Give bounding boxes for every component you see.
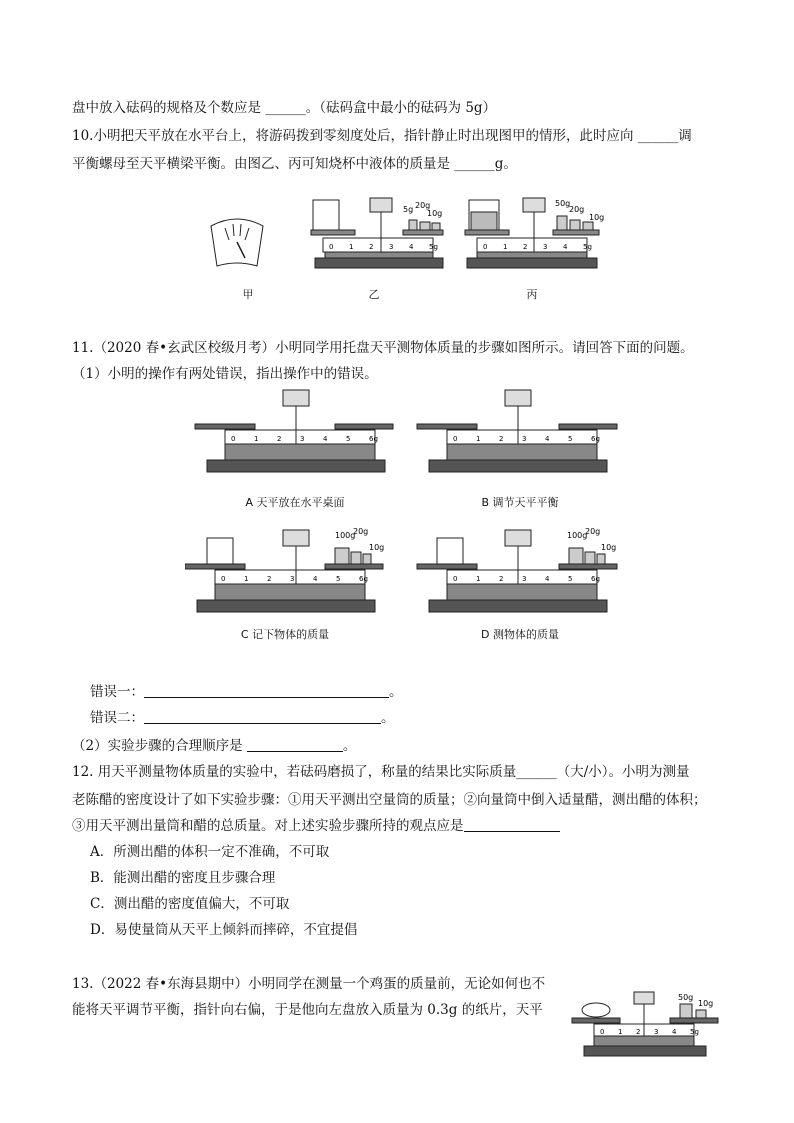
thirteen-tick-4: 4 bbox=[672, 1028, 677, 1036]
question-13-line-1: 13.（2022 春•东海县期中）小明同学在测量一个鸡蛋的质量前，无论如何也不 bbox=[72, 976, 546, 992]
c-tick-2: 2 bbox=[267, 575, 272, 583]
d-weight-10g: 10g bbox=[601, 543, 617, 552]
a-tick-0: 0 bbox=[231, 435, 236, 443]
a-tick-4: 4 bbox=[323, 435, 328, 443]
yi-tick-0: 0 bbox=[329, 243, 334, 251]
c-tick-6: 6g bbox=[359, 575, 368, 583]
c-weight-100g: 100g bbox=[335, 531, 356, 540]
question-12-blank[interactable] bbox=[464, 817, 560, 832]
d-tick-2: 2 bbox=[499, 575, 504, 583]
thirteen-weight-10g: 10g bbox=[698, 999, 714, 1008]
figure-13-drawing bbox=[570, 990, 720, 1070]
balance-13 bbox=[572, 992, 718, 1056]
question-13-line-2: 能将天平调节平衡，指针向右偏，于是他向左盘放入质量为 0.3g 的纸片，天平 bbox=[72, 1002, 543, 1018]
caption-b: B 调节天平平衡 bbox=[481, 496, 559, 509]
yi-weight-20g: 20g bbox=[415, 201, 431, 210]
c-tick-3: 3 bbox=[290, 575, 295, 583]
figure-13 bbox=[570, 990, 720, 1070]
a-tick-2: 2 bbox=[277, 435, 282, 443]
b-tick-2: 2 bbox=[499, 435, 504, 443]
b-tick-3: 3 bbox=[522, 435, 527, 443]
a-tick-1: 1 bbox=[254, 435, 259, 443]
bing-tick-5: 5g bbox=[583, 243, 592, 251]
yi-tick-3: 3 bbox=[389, 243, 394, 251]
option-c[interactable]: C．测出醋的密度值偏大，不可取 bbox=[90, 896, 290, 912]
error-two-row bbox=[90, 708, 395, 728]
figure-10-drawing bbox=[205, 190, 625, 300]
bing-tick-4: 4 bbox=[563, 243, 568, 251]
error-one-period: 。 bbox=[389, 684, 403, 700]
question-10-line-2: 平衡螺母至天平横梁平衡。由图乙、丙可知烧杯中液体的质量是 ______g。 bbox=[72, 156, 517, 172]
question-12-line-3-text: ③用天平测出量筒和醋的总质量。对上述实验步骤所持的观点应是 bbox=[72, 818, 464, 834]
order-label: （2）实验步骤的合理顺序是 bbox=[72, 738, 243, 754]
c-tick-1: 1 bbox=[244, 575, 249, 583]
question-11-part-2 bbox=[72, 736, 356, 756]
question-11-line-2: （1）小明的操作有两处错误，指出操作中的错误。 bbox=[72, 366, 378, 382]
error-two-blank[interactable] bbox=[144, 709, 381, 724]
figure-10 bbox=[205, 190, 625, 300]
bing-weight-50g: 50g bbox=[555, 199, 571, 208]
b-tick-0: 0 bbox=[453, 435, 458, 443]
b-tick-1: 1 bbox=[476, 435, 481, 443]
thirteen-tick-5: 5g bbox=[690, 1028, 699, 1036]
d-tick-0: 0 bbox=[453, 575, 458, 583]
bing-tick-0: 0 bbox=[483, 243, 488, 251]
bing-tick-2: 2 bbox=[523, 243, 528, 251]
thirteen-tick-0: 0 bbox=[600, 1028, 605, 1036]
yi-tick-1: 1 bbox=[349, 243, 354, 251]
bing-tick-1: 1 bbox=[503, 243, 508, 251]
c-tick-5: 5 bbox=[336, 575, 341, 583]
yi-weight-5g: 5g bbox=[403, 205, 414, 214]
thirteen-tick-3: 3 bbox=[654, 1028, 659, 1036]
caption-a: A 天平放在水平桌面 bbox=[245, 496, 345, 509]
figure-11 bbox=[185, 388, 625, 648]
a-tick-3: 3 bbox=[300, 435, 305, 443]
thirteen-tick-1: 1 bbox=[618, 1028, 623, 1036]
balance-a bbox=[195, 390, 393, 472]
bing-tick-3: 3 bbox=[543, 243, 548, 251]
option-d[interactable]: D．易使量筒从天平上倾斜而摔碎，不宜提倡 bbox=[90, 922, 358, 938]
caption-c: C 记下物体的质量 bbox=[240, 628, 330, 641]
d-weight-100g: 100g bbox=[567, 531, 588, 540]
a-tick-5: 5 bbox=[346, 435, 351, 443]
order-blank[interactable] bbox=[247, 737, 343, 752]
b-tick-4: 4 bbox=[545, 435, 550, 443]
yi-tick-2: 2 bbox=[369, 243, 374, 251]
d-weight-20g: 20g bbox=[585, 527, 601, 536]
error-two-label: 错误二： bbox=[90, 710, 144, 726]
error-one-blank[interactable] bbox=[144, 683, 389, 698]
bing-weight-20g: 20g bbox=[569, 205, 585, 214]
question-11-line-1: 11.（2020 春•玄武区校级月考）小明同学用托盘天平测物体质量的步骤如图所示。请回答下面的问题。 bbox=[72, 340, 694, 356]
balance-c bbox=[185, 530, 383, 612]
b-tick-6: 6g bbox=[591, 435, 600, 443]
option-b[interactable]: B．能测出醋的密度且步骤合理 bbox=[90, 870, 276, 886]
c-tick-4: 4 bbox=[313, 575, 318, 583]
caption-d: D 测物体的质量 bbox=[481, 628, 559, 641]
balance-b bbox=[417, 390, 617, 472]
text-line-0: 盘中放入砝码的规格及个数应是 ______。（砝码盒中最小的砝码为 5g） bbox=[72, 100, 497, 116]
error-two-period: 。 bbox=[381, 710, 395, 726]
yi-tick-4: 4 bbox=[409, 243, 414, 251]
balance-d bbox=[417, 530, 617, 612]
caption-bing: 丙 bbox=[526, 288, 538, 301]
error-one-label: 错误一： bbox=[90, 684, 144, 700]
error-one-row bbox=[90, 682, 403, 702]
c-weight-20g: 20g bbox=[353, 527, 369, 536]
d-tick-4: 4 bbox=[545, 575, 550, 583]
d-tick-3: 3 bbox=[522, 575, 527, 583]
d-tick-6: 6g bbox=[591, 575, 600, 583]
option-a[interactable]: A．所测出醋的体积一定不准确，不可取 bbox=[90, 844, 330, 860]
d-tick-5: 5 bbox=[568, 575, 573, 583]
dial-jia bbox=[211, 219, 263, 266]
order-period: 。 bbox=[342, 738, 357, 754]
d-tick-1: 1 bbox=[476, 575, 481, 583]
question-12-line-2: 老陈醋的密度设计了如下实验步骤：①用天平测出空量筒的质量；②向量筒中倒入适量醋，测出醋的体积； bbox=[72, 792, 707, 808]
c-tick-0: 0 bbox=[221, 575, 226, 583]
caption-jia: 甲 bbox=[242, 288, 254, 301]
b-tick-5: 5 bbox=[568, 435, 573, 443]
yi-tick-5: 5g bbox=[429, 243, 438, 251]
a-tick-6: 6g bbox=[369, 435, 378, 443]
thirteen-tick-2: 2 bbox=[636, 1028, 641, 1036]
caption-yi: 乙 bbox=[368, 288, 380, 301]
question-10-line-1: 10.小明把天平放在水平台上，将游码拨到零刻度处后，指针静止时出现图甲的情形，此时应向 ______调 bbox=[72, 128, 692, 144]
bing-weight-10g: 10g bbox=[589, 213, 605, 222]
yi-weight-10g: 10g bbox=[427, 209, 443, 218]
question-12-line-3 bbox=[72, 816, 560, 836]
c-weight-10g: 10g bbox=[369, 543, 385, 552]
question-12-line-1: 12. 用天平测量物体质量的实验中，若砝码磨损了，称量的结果比实际质量______（大/小）。小明为测量 bbox=[72, 764, 690, 780]
figure-11-drawing bbox=[185, 388, 625, 648]
thirteen-weight-50g: 50g bbox=[678, 993, 694, 1002]
